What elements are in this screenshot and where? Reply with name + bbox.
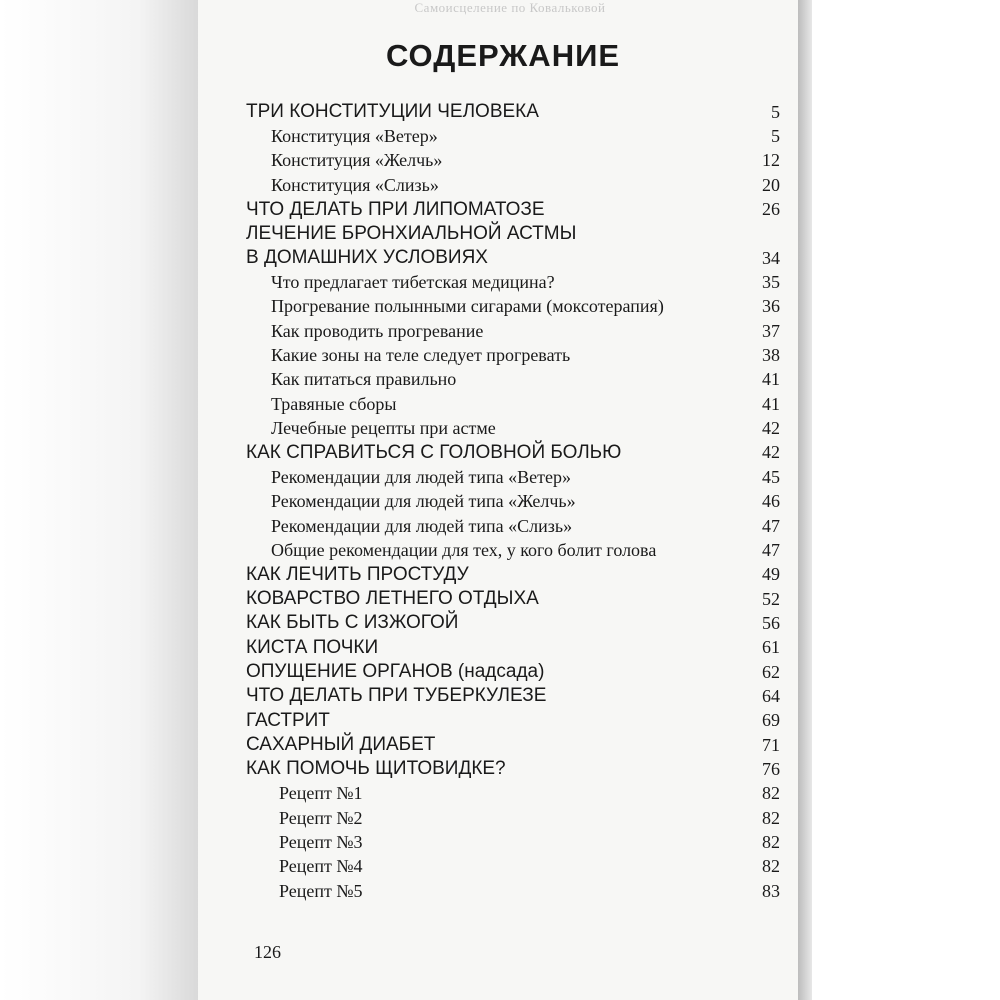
toc-entry-title: ТРИ КОНСТИТУЦИИ ЧЕЛОВЕКА (246, 101, 539, 123)
toc-entry-page: 52 (762, 588, 780, 609)
toc-entry (246, 100, 780, 124)
toc-entry-page: 5 (771, 126, 780, 147)
toc-entry (246, 124, 780, 148)
toc-entry (246, 295, 780, 319)
toc-entry-page: 37 (762, 320, 780, 341)
toc-entry-title: КАК СПРАВИТЬСЯ С ГОЛОВНОЙ БОЛЬЮ (246, 441, 622, 463)
toc-entry-page: 35 (762, 272, 780, 293)
toc-entry-page: 62 (762, 661, 780, 682)
toc-entry-title: Что предлагает тибетская медицина? (271, 272, 555, 293)
toc-entry (246, 343, 780, 367)
toc-entry-title: Рецепт №2 (279, 807, 363, 828)
toc-entry-title: Конституция «Ветер» (271, 126, 438, 147)
left-margin-shadow (0, 0, 198, 1000)
toc-entry-title: Рекомендации для людей типа «Желчь» (271, 491, 576, 512)
toc-entry (246, 757, 780, 781)
toc-entry-page: 20 (762, 174, 780, 195)
toc-entry-title: Травяные сборы (271, 393, 397, 414)
toc-entry (246, 246, 780, 270)
toc-entry-title: Рекомендации для людей типа «Слизь» (271, 515, 573, 536)
toc-entry-title: ЧТО ДЕЛАТЬ ПРИ ЛИПОМАТОЗЕ (246, 198, 545, 220)
toc-entry-page: 47 (762, 539, 780, 560)
toc-entry-page: 34 (762, 247, 780, 268)
toc-entry-title: Рецепт №4 (279, 856, 363, 877)
toc-entry-page: 76 (762, 758, 780, 779)
toc-entry (246, 149, 780, 173)
toc-entry (246, 270, 780, 294)
toc-entry (246, 514, 780, 538)
toc-entry-title: Рецепт №3 (279, 831, 363, 852)
toc-entry-page: 12 (762, 150, 780, 171)
toc-entry-title: Какие зоны на теле следует прогревать (271, 345, 571, 366)
toc-entry (246, 660, 780, 684)
toc-entry-page: 26 (762, 199, 780, 220)
toc-entry-page: 41 (762, 369, 780, 390)
toc-entry-page: 64 (762, 685, 780, 706)
toc-entry-title: Как проводить прогревание (271, 320, 484, 341)
toc-entry (246, 563, 780, 587)
toc-entry (246, 587, 780, 611)
toc-entry-page: 42 (762, 442, 780, 463)
toc-entry (246, 830, 780, 854)
toc-entry (246, 782, 780, 806)
toc-entry (246, 416, 780, 440)
toc-entry (246, 733, 780, 757)
toc-entry-title: САХАРНЫЙ ДИАБЕТ (246, 734, 436, 756)
toc-entry-title: ЛЕЧЕНИЕ БРОНХИАЛЬНОЙ АСТМЫ (246, 222, 577, 244)
toc-entry-title: Лечебные рецепты при астме (271, 418, 496, 439)
toc-entry-page: 71 (762, 734, 780, 755)
toc-entry-title: Общие рекомендации для тех, у кого болит голова (271, 539, 657, 560)
right-margin (812, 0, 1000, 1000)
toc-entry (246, 806, 780, 830)
toc-entry-page: 56 (762, 612, 780, 633)
toc-entry-page: 49 (762, 564, 780, 585)
toc-entry (246, 319, 780, 343)
toc-entry-page: 47 (762, 515, 780, 536)
toc-entry (246, 368, 780, 392)
toc-entry (246, 392, 780, 416)
toc-entry-title: Прогревание полынными сигарами (моксотерапия) (271, 296, 664, 317)
toc-entry (246, 636, 780, 660)
toc-entry-page: 38 (762, 345, 780, 366)
toc-entry-title: КАК ЛЕЧИТЬ ПРОСТУДУ (246, 563, 469, 585)
toc-entry-title: ЧТО ДЕЛАТЬ ПРИ ТУБЕРКУЛЕЗЕ (246, 685, 547, 707)
page-number: 126 (254, 942, 281, 962)
toc-entry-page: 5 (771, 101, 780, 122)
toc-entry-page: 82 (762, 856, 780, 877)
toc-entry-page: 45 (762, 466, 780, 487)
toc-entry (246, 490, 780, 514)
toc-entry (246, 465, 780, 489)
toc-entry (246, 538, 780, 562)
toc-entry (246, 441, 780, 465)
toc-entry-title: КОВАРСТВО ЛЕТНЕГО ОТДЫХА (246, 588, 539, 610)
toc-entry (246, 709, 780, 733)
toc-entry-page: 41 (762, 393, 780, 414)
toc-entry (246, 879, 780, 903)
toc-entry-page: 83 (762, 880, 780, 901)
toc-entry (246, 684, 780, 708)
toc-entry-title: Как питаться правильно (271, 369, 457, 390)
toc-entry-title: Рекомендации для людей типа «Ветер» (271, 466, 571, 487)
toc-entry (246, 611, 780, 635)
toc-entry-title: КИСТА ПОЧКИ (246, 636, 379, 658)
toc-entry-title: В ДОМАШНИХ УСЛОВИЯХ (246, 247, 488, 269)
toc-entry-title: КАК БЫТЬ С ИЗЖОГОЙ (246, 612, 459, 634)
page-edge (798, 0, 812, 1000)
toc-entry-page: 46 (762, 491, 780, 512)
toc-entry-title: КАК ПОМОЧЬ ЩИТОВИДКЕ? (246, 758, 506, 780)
toc-entry-page: 82 (762, 831, 780, 852)
toc-entry-page: 36 (762, 296, 780, 317)
toc-entry (246, 222, 780, 246)
toc-entry (246, 855, 780, 879)
running-head: Самоисцеление по Ковальковой (414, 0, 606, 15)
toc-entry-page: 82 (762, 807, 780, 828)
toc-entry-page: 42 (762, 418, 780, 439)
toc-entry-title: ОПУЩЕНИЕ ОРГАНОВ (надсада) (246, 661, 545, 683)
toc-entry-title: Конституция «Слизь» (271, 174, 439, 195)
toc-entry-page: 82 (762, 783, 780, 804)
toc-entry-page: 69 (762, 710, 780, 731)
toc-entry-title: Конституция «Желчь» (271, 150, 443, 171)
toc-entry-title: ГАСТРИТ (246, 709, 330, 731)
page-title: СОДЕРЖАНИЕ (385, 38, 621, 73)
toc-entry (246, 173, 780, 197)
toc-entry-title: Рецепт №1 (279, 783, 363, 804)
table-of-contents (246, 100, 780, 903)
toc-entry-title: Рецепт №5 (279, 880, 363, 901)
toc-entry-page: 61 (762, 637, 780, 658)
toc-entry (246, 197, 780, 221)
